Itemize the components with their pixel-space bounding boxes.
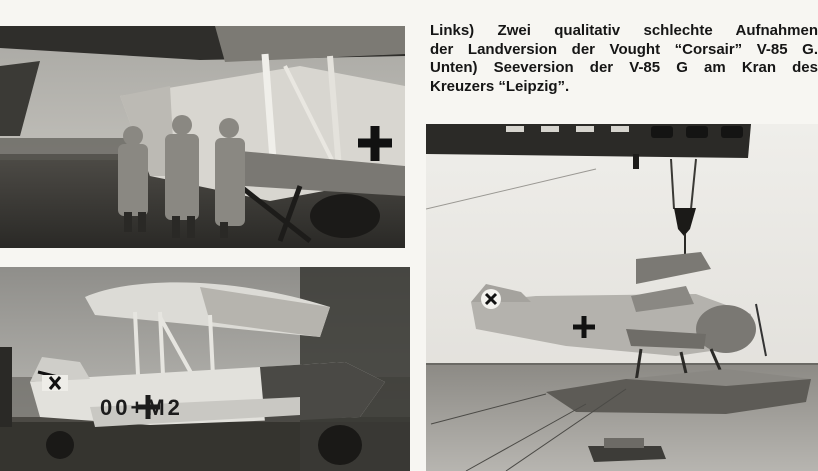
caption-line: Kreuzers “Leipzig”. xyxy=(430,77,570,95)
photo-caption xyxy=(430,22,818,96)
caption-line: der Landversion der Vought “Corsair” V-85 G. xyxy=(430,40,818,58)
fuselage-code: 00+M2 xyxy=(100,395,183,420)
photo-landplane-crew xyxy=(0,26,405,248)
caption-line: Links) Zwei qualitativ schlechte Aufnahmen xyxy=(430,22,818,39)
photo-seaplane-crane xyxy=(426,124,818,471)
caption-line: Unten) Seeversion der V-85 G am Kran des xyxy=(430,59,818,76)
photo-landplane-side xyxy=(0,267,410,471)
